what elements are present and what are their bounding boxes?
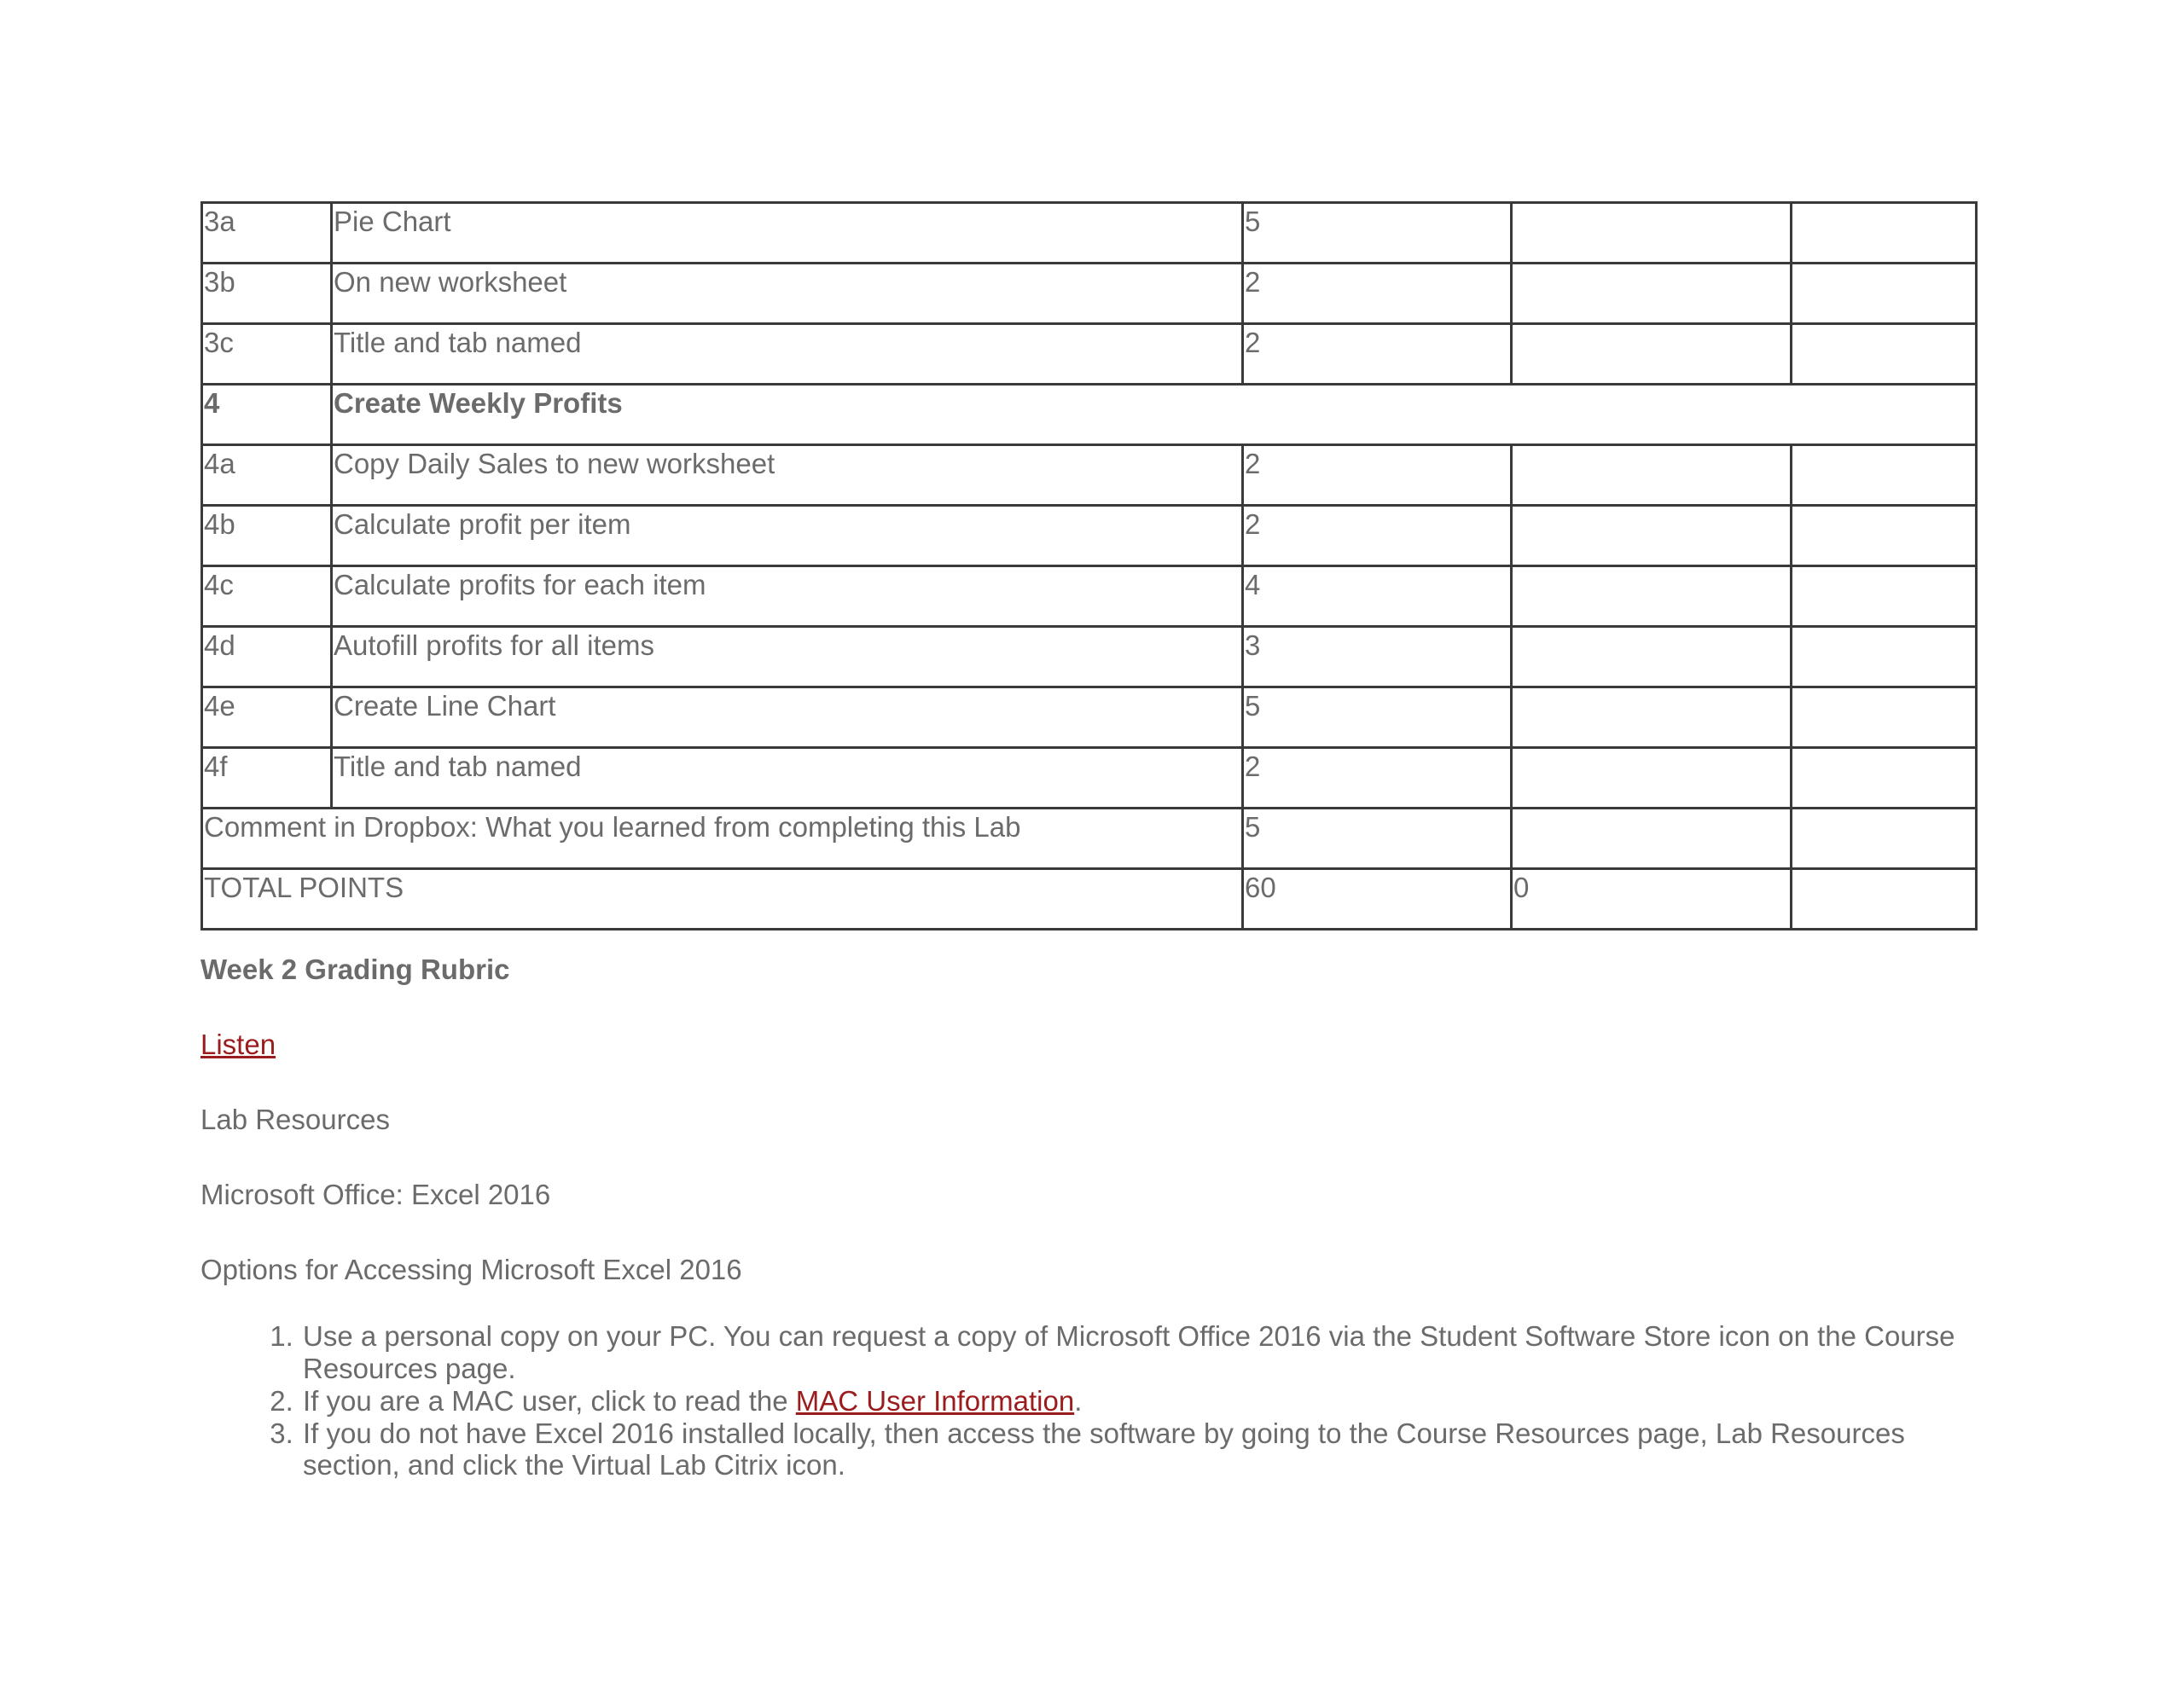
row-description-cell: Autofill profits for all items bbox=[332, 627, 1243, 687]
options-list bbox=[200, 1320, 2009, 1482]
row-id-cell: 4e bbox=[202, 687, 332, 748]
row-points-cell: 2 bbox=[1243, 748, 1512, 809]
row-points-cell: 2 bbox=[1243, 324, 1512, 385]
list-item-suffix: . bbox=[1074, 1384, 1083, 1417]
list-item bbox=[301, 1385, 2009, 1417]
row-id-cell: 3c bbox=[202, 324, 332, 385]
row-comments-cell bbox=[1792, 748, 1977, 809]
row-comments-cell bbox=[1792, 264, 1977, 324]
row-earned-cell bbox=[1512, 627, 1792, 687]
total-points-cell: 60 bbox=[1243, 869, 1512, 930]
row-earned-cell bbox=[1512, 506, 1792, 566]
row-comments-cell bbox=[1792, 506, 1977, 566]
row-description-cell: On new worksheet bbox=[332, 264, 1243, 324]
table-row bbox=[202, 687, 1977, 748]
list-item-text: Use a personal copy on your PC. You can request a copy of Microsoft Office 2016 via the Student Software Store icon on the Course Resources page. bbox=[303, 1319, 1955, 1384]
listen-link[interactable]: Listen bbox=[200, 1028, 276, 1060]
list-item bbox=[301, 1417, 2009, 1482]
table-row bbox=[202, 748, 1977, 809]
section-title-cell: Create Weekly Profits bbox=[332, 385, 1977, 445]
row-comments-cell bbox=[1792, 324, 1977, 385]
row-comments-cell bbox=[1792, 445, 1977, 506]
table-row bbox=[202, 566, 1977, 627]
row-points-cell: 2 bbox=[1243, 445, 1512, 506]
row-points-cell: 2 bbox=[1243, 506, 1512, 566]
row-id-cell: 3a bbox=[202, 203, 332, 264]
row-id-cell: 4b bbox=[202, 506, 332, 566]
listen-paragraph bbox=[200, 1029, 2009, 1061]
row-earned-cell bbox=[1512, 264, 1792, 324]
total-comments-cell bbox=[1792, 869, 1977, 930]
mac-user-information-link[interactable]: MAC User Information bbox=[795, 1384, 1075, 1417]
lab-resources-section bbox=[200, 954, 2009, 1481]
row-description-cell: Pie Chart bbox=[332, 203, 1243, 264]
table-section-row bbox=[202, 385, 1977, 445]
table-row bbox=[202, 203, 1977, 264]
table-row bbox=[202, 324, 1977, 385]
table-row bbox=[202, 627, 1977, 687]
row-id-cell: 4 bbox=[202, 385, 332, 445]
row-comments-cell bbox=[1792, 627, 1977, 687]
row-comments-cell bbox=[1792, 687, 1977, 748]
total-earned-cell: 0 bbox=[1512, 869, 1792, 930]
list-item bbox=[301, 1320, 2009, 1385]
options-heading: Options for Accessing Microsoft Excel 2016 bbox=[200, 1253, 742, 1285]
row-earned-cell bbox=[1512, 566, 1792, 627]
row-description-cell: Title and tab named bbox=[332, 324, 1243, 385]
table-row bbox=[202, 445, 1977, 506]
row-comments-cell bbox=[1792, 809, 1977, 869]
comment-row-label-cell: Comment in Dropbox: What you learned from completing this Lab bbox=[202, 809, 1243, 869]
table-row bbox=[202, 506, 1977, 566]
list-item-text: If you do not have Excel 2016 installed locally, then access the software by going to the Course Resources page, Lab Resources section, and click the Virtual Lab Citrix icon. bbox=[303, 1417, 1905, 1481]
row-points-cell: 5 bbox=[1243, 687, 1512, 748]
row-description-cell: Copy Daily Sales to new worksheet bbox=[332, 445, 1243, 506]
table-row bbox=[202, 264, 1977, 324]
row-earned-cell bbox=[1512, 445, 1792, 506]
lab-resources-title: Lab Resources bbox=[200, 1103, 390, 1135]
row-earned-cell bbox=[1512, 809, 1792, 869]
row-description-cell: Title and tab named bbox=[332, 748, 1243, 809]
row-description-cell: Calculate profit per item bbox=[332, 506, 1243, 566]
rubric-heading: Week 2 Grading Rubric bbox=[200, 954, 510, 985]
total-label-cell: TOTAL POINTS bbox=[202, 869, 1243, 930]
ms-office-title: Microsoft Office: Excel 2016 bbox=[200, 1178, 551, 1210]
row-comments-cell bbox=[1792, 203, 1977, 264]
total-row bbox=[202, 869, 1977, 930]
row-earned-cell bbox=[1512, 324, 1792, 385]
row-earned-cell bbox=[1512, 687, 1792, 748]
table-row bbox=[202, 809, 1977, 869]
row-description-cell: Create Line Chart bbox=[332, 687, 1243, 748]
list-item-text: If you are a MAC user, click to read the bbox=[303, 1384, 796, 1417]
row-description-cell: Calculate profits for each item bbox=[332, 566, 1243, 627]
row-id-cell: 4a bbox=[202, 445, 332, 506]
grading-rubric-table bbox=[200, 201, 1978, 930]
row-points-cell: 5 bbox=[1243, 809, 1512, 869]
row-id-cell: 4f bbox=[202, 748, 332, 809]
row-comments-cell bbox=[1792, 566, 1977, 627]
row-id-cell: 3b bbox=[202, 264, 332, 324]
row-id-cell: 4c bbox=[202, 566, 332, 627]
row-id-cell: 4d bbox=[202, 627, 332, 687]
row-points-cell: 4 bbox=[1243, 566, 1512, 627]
row-earned-cell bbox=[1512, 748, 1792, 809]
row-earned-cell bbox=[1512, 203, 1792, 264]
row-points-cell: 5 bbox=[1243, 203, 1512, 264]
row-points-cell: 2 bbox=[1243, 264, 1512, 324]
row-points-cell: 3 bbox=[1243, 627, 1512, 687]
